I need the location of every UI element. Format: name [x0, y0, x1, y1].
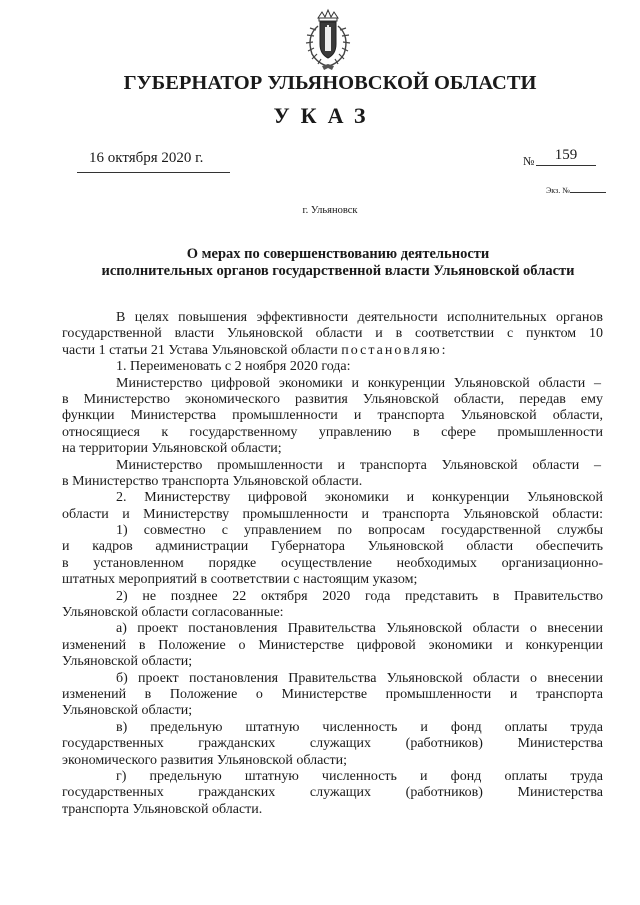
- text-line: штатных мероприятий в соответствии с настоящим указом;: [62, 572, 418, 588]
- copy-number-line: [570, 192, 606, 193]
- organization-title: ГУБЕРНАТОР УЛЬЯНОВСКОЙ ОБЛАСТИ: [123, 72, 537, 94]
- text-line: государственной власти Ульяновской области и в соответствии с пунктом 10: [62, 326, 603, 342]
- text-line: Ульяновской области;: [62, 703, 193, 719]
- text-line: изменений в Положение о Министерстве цифровой экономики и конкуренции: [62, 637, 603, 653]
- text-line: и кадров администрации Губернатора Ульяновской области обеспечить: [62, 539, 603, 555]
- copy-number: [546, 186, 606, 195]
- decree-heading: [0, 246, 640, 280]
- text-line: 1) совместно с управлением по вопросам государственной службы: [116, 523, 603, 539]
- text-line: транспорта Ульяновской области.: [62, 801, 263, 817]
- date-underline: [77, 172, 230, 173]
- copy-number-label: Экз. №: [546, 186, 570, 195]
- text-line: г) предельную штатную численность и фонд оплаты труда: [116, 768, 603, 784]
- text-line: области и Министерству промышленности и транспорта Ульяновской области:: [62, 506, 603, 522]
- text-line: Ульяновской области;: [62, 654, 193, 670]
- heading-line-2: исполнительных органов государственной власти Ульяновской области: [101, 263, 575, 279]
- text-line: изменений в Положение о Министерстве промышленности и транспорта: [62, 686, 603, 702]
- decree-number: 159: [536, 147, 596, 166]
- number-sign: №: [523, 154, 535, 168]
- text-line: в Министерство экономического развития Ульяновской области, передав ему: [62, 391, 603, 407]
- decree-body: [0, 310, 640, 818]
- heading-line-1: О мерах по совершенствованию деятельности: [186, 246, 490, 262]
- text-line: 1. Переименовать с 2 ноября 2020 года:: [116, 359, 351, 375]
- text-line: Ульяновской области согласованные:: [62, 605, 284, 621]
- text-line: в Министерство транспорта Ульяновской области.: [62, 473, 363, 489]
- document-type: УКАЗ: [273, 103, 377, 128]
- ulyanovsk-coat-of-arms-icon: [296, 8, 360, 72]
- decree-date: 16 октября 2020 г.: [89, 150, 204, 166]
- text-line: 2. Министерству цифровой экономики и конкуренции Ульяновской: [116, 490, 603, 506]
- text-line: в) предельную штатную численность и фонд оплаты труда: [116, 719, 603, 735]
- text-line: а) проект постановления Правительства Ульяновской области о внесении: [116, 621, 603, 637]
- text-line: В целях повышения эффективности деятельности исполнительных органов: [116, 310, 603, 325]
- resolution-word: постановляю:: [341, 342, 448, 358]
- text-line: государственных гражданских служащих (работников) Министерства: [62, 785, 603, 801]
- text-line: государственных гражданских служащих (работников) Министерства: [62, 736, 603, 752]
- text-line: относящиеся к государственному управлению в сфере промышленности: [62, 424, 603, 440]
- text-line: на территории Ульяновской области;: [62, 441, 282, 457]
- text-line: в установленном порядке осуществление необходимых организационно-: [62, 555, 603, 571]
- text-line: Министерство промышленности и транспорта Ульяновской области –: [116, 457, 601, 473]
- text-line: [0, 343, 640, 359]
- text-fragment: части 1 статьи 21 Устава Ульяновской области: [62, 342, 342, 358]
- text-line: Министерство цифровой экономики и конкуренции Ульяновской области –: [116, 375, 601, 391]
- city: г. Ульяновск: [302, 205, 358, 216]
- text-line: 2) не позднее 22 октября 2020 года представить в Правительство: [116, 588, 603, 604]
- text-line: экономического развития Ульяновской области;: [62, 752, 348, 768]
- text-line: функции Министерства промышленности и транспорта Ульяновской области,: [62, 408, 603, 424]
- text-line: б) проект постановления Правительства Ульяновской области о внесении: [116, 670, 603, 686]
